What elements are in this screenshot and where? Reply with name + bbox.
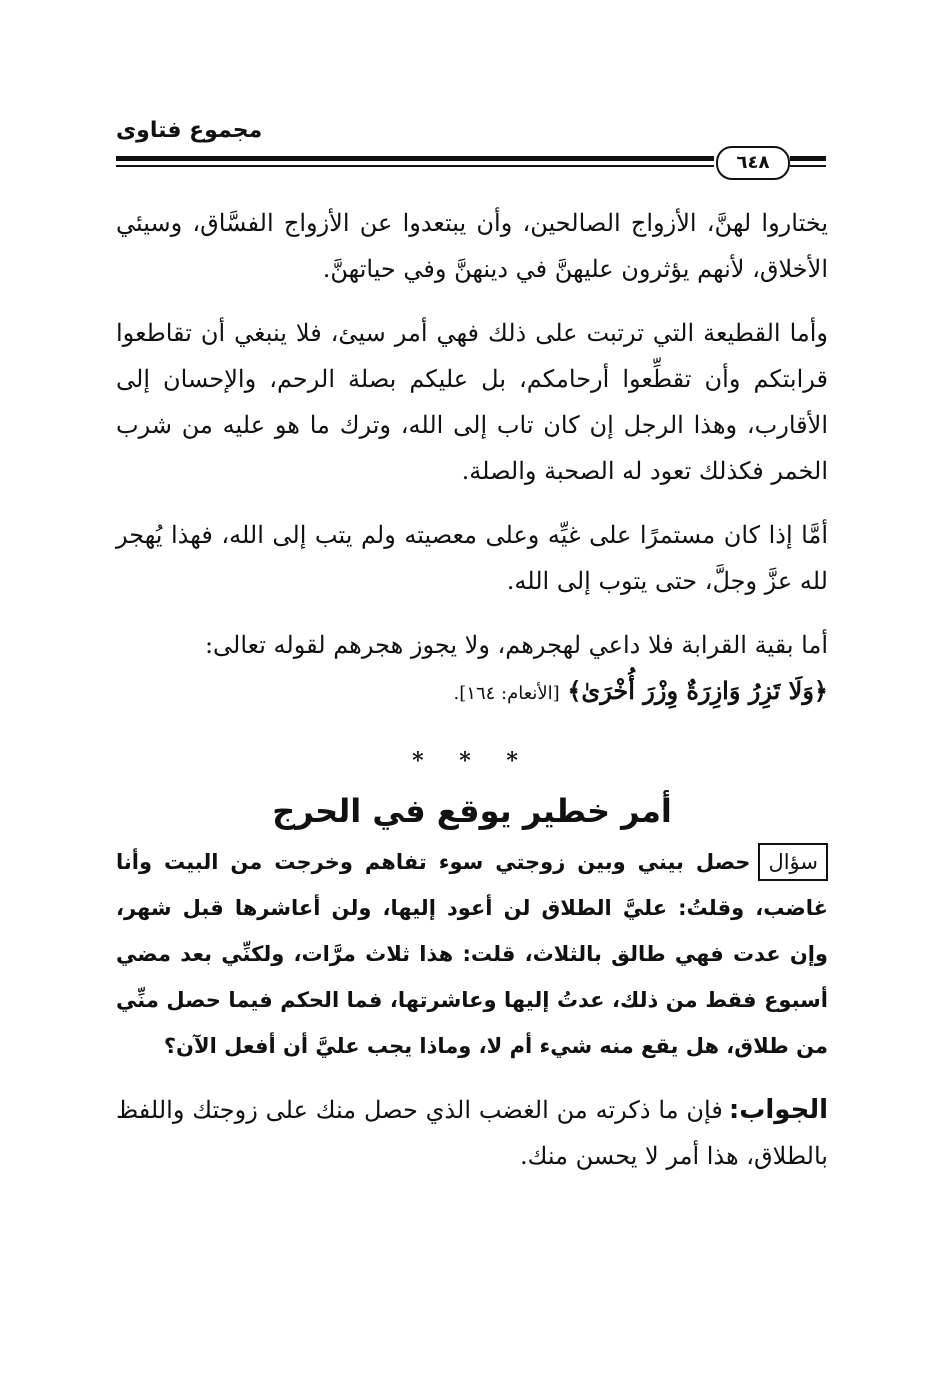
quran-verse-line [116, 668, 828, 717]
paragraph-3: أمَّا إذا كان مستمرًا على غيِّه وعلى معصيته ولم يتب إلى الله، فهذا يُهجر لله عزَّ وجلَّ، حتى يتوب إلى الله. [116, 521, 828, 595]
quran-reference: [الأنعام: ١٦٤]. [453, 683, 560, 704]
question-block [116, 839, 828, 1069]
question-label: سؤال [758, 843, 828, 881]
page-content [116, 200, 828, 1179]
quran-verse: ﴿وَلَا تَزِرُ وَازِرَةٌ وِزْرَ أُخْرَىٰ﴾ [567, 676, 828, 705]
paragraph-1: يختاروا لهنَّ، الأزواج الصالحين، وأن يبتعدوا عن الأزواج الفسَّاق، وسيئي الأخلاق، لأنهم يؤثرون عليهنَّ في دينهنَّ وفي حياتهنَّ. [116, 209, 828, 283]
page-header [116, 118, 826, 188]
header-rule-right-thick [790, 156, 826, 161]
paragraph-2: وأما القطيعة التي ترتبت على ذلك فهي أمر سيئ، فلا ينبغي أن تقاطعوا قرابتكم وأن تقطِّعوا أرحامكم، بل عليكم بصلة الرحم، والإحسان إلى الأقارب، وهذا الرجل إن كان تاب إلى الله، وترك ما هو عليه من شرب الخمر فكذلك تعود له الصحبة والصلة. [116, 319, 828, 485]
question-text: حصل بيني وبين زوجتي سوء تفاهم وخرجت من البيت وأنا غاضب، وقلتُ: عليَّ الطلاق لن أعود إليها، ولن أعاشرها قبل شهر، وإن عدت فهي طالق بالثلاث، قلت: هذا ثلاث مرَّات، ولكنِّي بعد مضي أسبوع فقط من ذلك، عدتُ إليها وعاشرتها، فما الحكم فيما حصل منِّي من طلاق، هل يقع منه شيء أم لا، وماذا يجب عليَّ أن أفعل الآن؟ [116, 850, 828, 1058]
question-paragraph [116, 839, 828, 1069]
section-separator: * * * [412, 748, 532, 774]
header-rule-thick [116, 156, 714, 161]
answer-text: فإن ما ذكرته من الغضب الذي حصل منك على زوجتك واللفظ بالطلاق، هذا أمر لا يحسن منك. [116, 1096, 828, 1170]
page-number: ٦٤٨ [716, 146, 790, 180]
header-rule-thin [116, 165, 714, 167]
book-title: مجموع فتاوى [116, 118, 263, 143]
section-title: أمر خطير يوقع في الحرج [272, 792, 672, 830]
header-rule-right-thin [790, 165, 826, 167]
answer-label: الجواب: [728, 1095, 828, 1125]
paragraph-4: أما بقية القرابة فلا داعي لهجرهم، ولا يجوز هجرهم لقوله تعالى: [204, 631, 828, 659]
answer-paragraph [116, 1087, 828, 1179]
